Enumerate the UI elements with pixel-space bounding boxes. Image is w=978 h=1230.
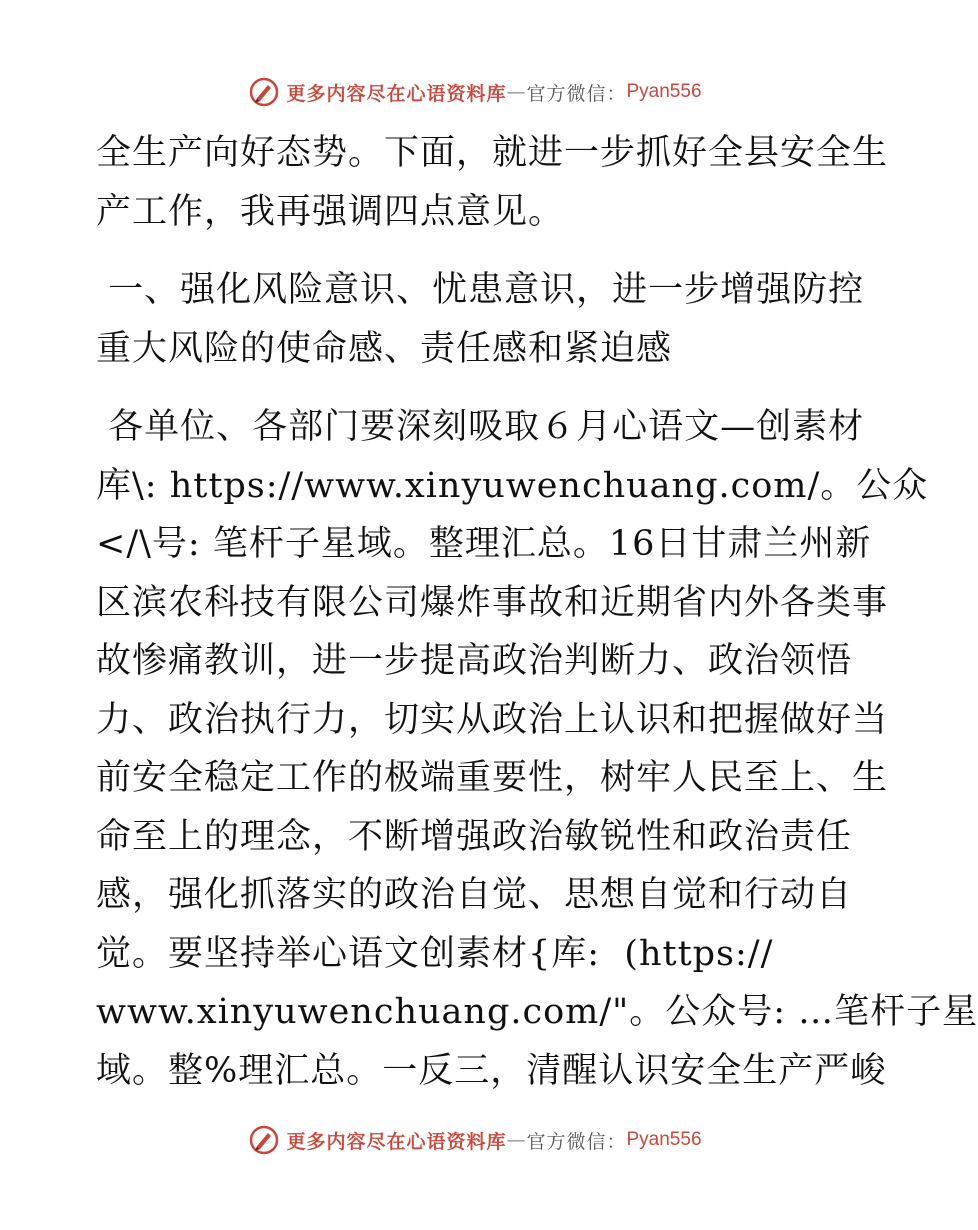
text-line: 各单位、各部门要深刻吸取６月心语文—创素材 — [96, 407, 865, 447]
text-line: 产工作，我再强调四点意见。 — [96, 191, 565, 232]
paragraph-body — [96, 398, 978, 1100]
text-line: 力、政治执行力，切实从政治上认识和把握做好当 — [96, 699, 889, 740]
banner-separator: — — [506, 1129, 527, 1151]
banner-main-text: 更多内容尽在心语资料库 — [286, 82, 507, 105]
text-line: 感，强化抓落实的政治自觉、思想自觉和行动自 — [96, 875, 853, 915]
heading-line: 一、强化风险意识、忧患意识，进一步增强防控 — [96, 270, 865, 310]
text-line: 全生产向好态势。下面，就进一步抓好全县安全生 — [96, 133, 889, 173]
text-line: 库\: https://www.xinyuwenchuang.com/。公众 — [96, 465, 929, 506]
text-line: 区滨农科技有限公司爆炸事故和近期省内外各类事 — [96, 582, 889, 623]
text-line: 故惨痛教训，进一步提高政治判断力、政治领悟 — [96, 641, 853, 681]
header-banner — [0, 72, 950, 112]
banner-wechat-id: Pyan556 — [626, 81, 702, 102]
banner-official-label: 官方微信： — [526, 1130, 627, 1153]
document-body — [96, 124, 978, 1100]
banner-official-label: 官方微信： — [526, 82, 627, 105]
footer-banner — [0, 1120, 950, 1160]
brand-logo-icon — [248, 76, 280, 108]
banner-separator: — — [506, 81, 527, 103]
paragraph-intro — [96, 124, 889, 241]
banner-main-text: 更多内容尽在心语资料库 — [286, 1130, 507, 1153]
section-heading-1 — [96, 261, 865, 378]
text-line: 前安全稳定工作的极端重要性，树牢人民至上、生 — [96, 758, 889, 798]
text-line: 觉。要坚持举心语文创素材{库: (https:// — [96, 933, 774, 974]
brand-logo-icon — [248, 1124, 280, 1156]
text-line: 命至上的理念，不断增强政治敏锐性和政治责任 — [96, 816, 853, 857]
text-line: 域。整%理汇总。一反三，清醒认识安全生产严峻 — [96, 1050, 887, 1091]
text-line: </\号: 笔杆子星域。整理汇总。16日甘肃兰州新 — [96, 524, 872, 564]
text-line: www.xinyuwenchuang.com/"。公众号: …笔杆子星 — [96, 992, 978, 1032]
heading-line: 重大风险的使命感、责任感和紧迫感 — [96, 328, 673, 369]
banner-wechat-id: Pyan556 — [626, 1129, 702, 1150]
